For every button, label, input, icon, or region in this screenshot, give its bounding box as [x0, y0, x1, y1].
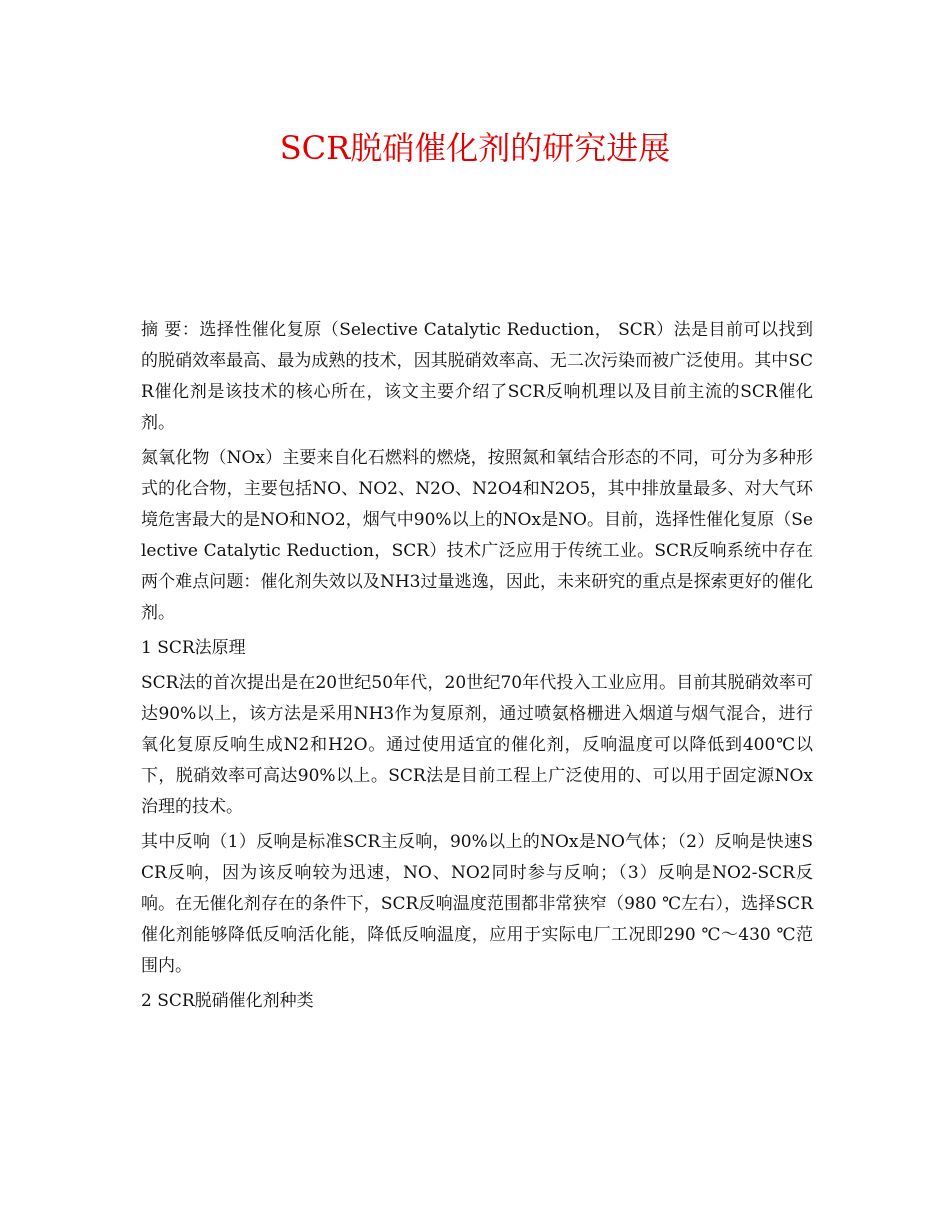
- document-body: [141, 315, 813, 1021]
- principle-paragraph: SCR法的首次提出是在20世纪50年代，20世纪70年代投入工业应用。目前其脱硝效率可达90%以上，该方法是采用NH3作为复原剂，通过喷氨格栅进入烟道与烟气混合，进行氧化复原反响生成N2和H2O。通过使用适宜的催化剂，反响温度可以降低到400℃以下，脱硝效率可高达90%以上。SCR法是目前工程上广泛使用的、可以用于固定源NOx治理的技术。: [141, 673, 813, 817]
- section-heading-1: 1 SCR法原理: [141, 638, 246, 658]
- intro-paragraph: 氮氧化物（NOx）主要来自化石燃料的燃烧，按照氮和氧结合形态的不同，可分为多种形式的化合物，主要包括NO、NO2、N2O、N2O4和N2O5，其中排放量最多、对大气环境危害最大的是NO和NO2，烟气中90%以上的NOx是NO。目前，选择性催化复原（Selective Catalytic Reduction，SCR）技术广泛应用于传统工业。SCR反响系统中存在两个难点问题：催化剂失效以及NH3过量逃逸，因此，未来研究的重点是探索更好的催化剂。: [141, 448, 813, 623]
- section-heading-2: 2 SCR脱硝催化剂种类: [141, 991, 314, 1011]
- document-title: SCR脱硝催化剂的研究进展: [279, 129, 671, 167]
- abstract-paragraph: 摘 要：选择性催化复原（Selective Catalytic Reduction， SCR）法是目前可以找到的脱硝效率最高、最为成熟的技术，因其脱硝效率高、无二次污染而被广泛使用。其中SCR催化剂是该技术的核心所在，该文主要介绍了SCR反响机理以及目前主流的SCR催化剂。: [141, 320, 813, 433]
- reaction-paragraph: 其中反响（1）反响是标准SCR主反响，90%以上的NOx是NO气体；（2）反响是快速SCR反响，因为该反响较为迅速，NO、NO2同时参与反响；（3）反响是NO2-SCR反响。在无催化剂存在的条件下，SCR反响温度范围都非常狭窄（980 ℃左右），选择SCR催化剂能够降低反响活化能，降低反响温度，应用于实际电厂工况即290 ℃～430 ℃范围内。: [141, 832, 813, 976]
